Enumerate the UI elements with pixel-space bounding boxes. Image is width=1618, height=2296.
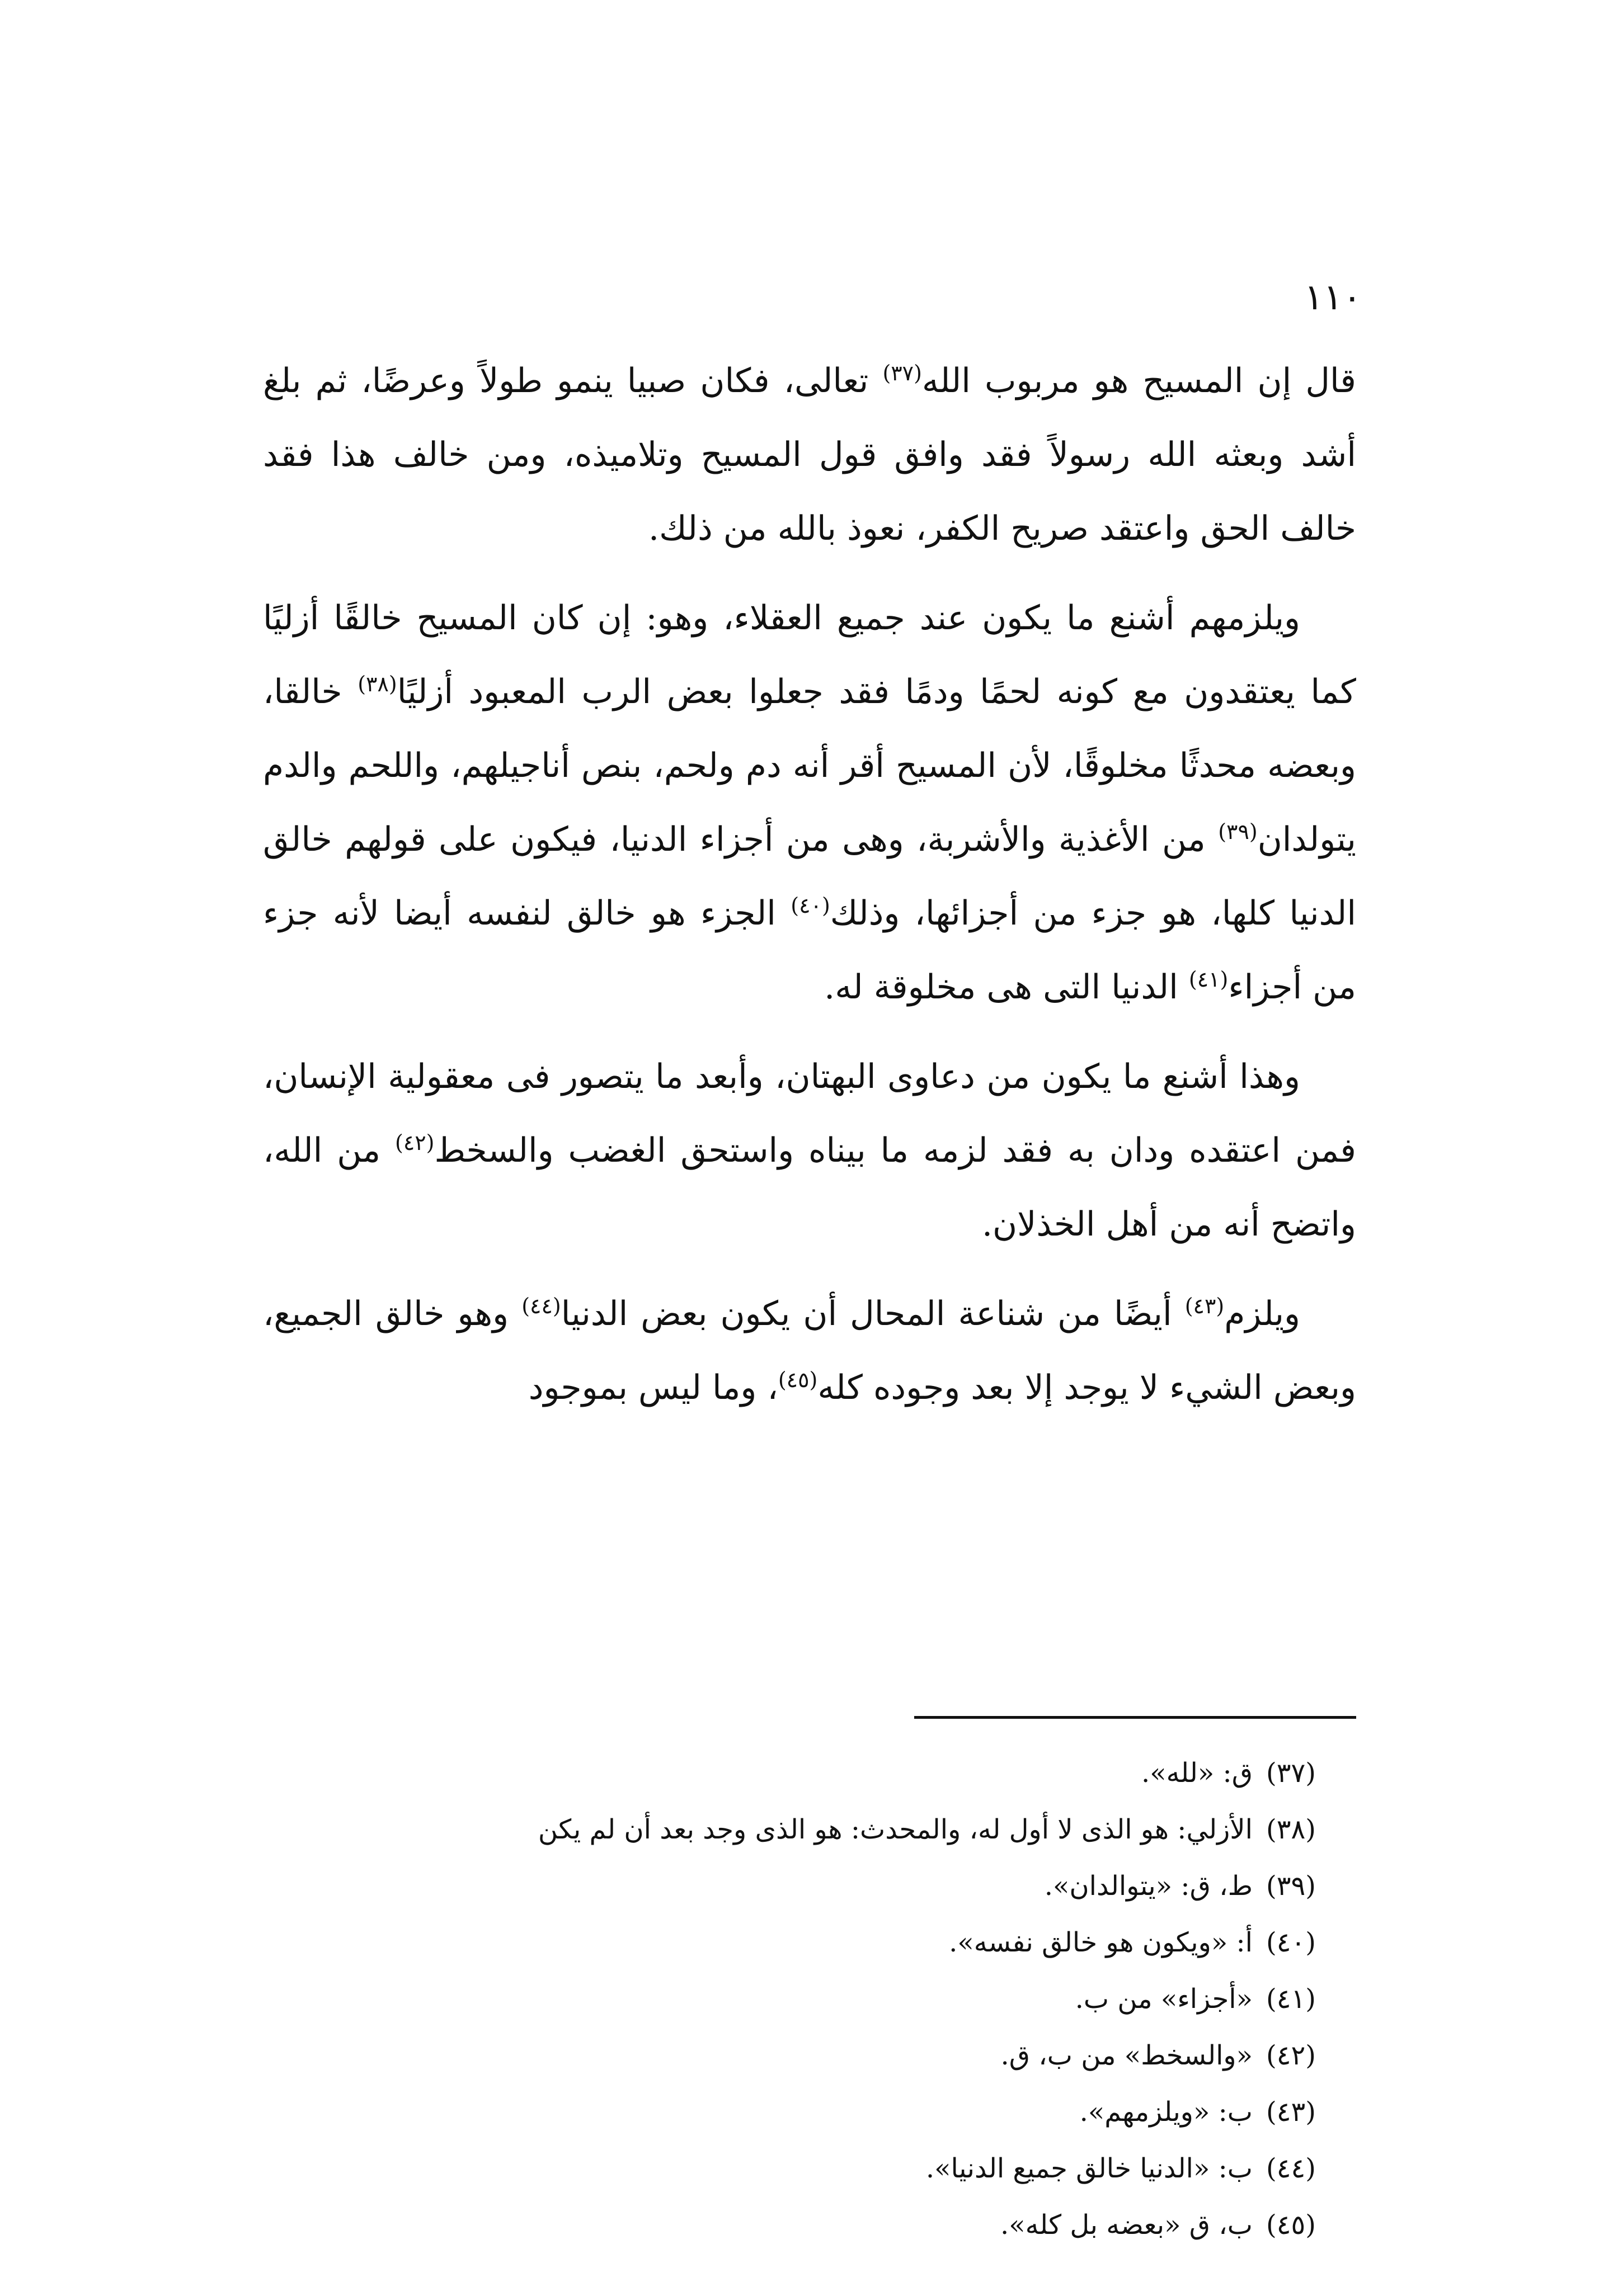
footnote-marker: (٣٨) xyxy=(358,672,397,696)
footnote-number: (٤٥) xyxy=(1266,2209,1316,2241)
paragraph xyxy=(263,1277,1356,1425)
footnote-number: (٤٢) xyxy=(1266,2040,1316,2071)
text-run: وهذا أشنع ما يكون من دعاوى البهتان، وأبعد ما يتصور فى معقولية الإنسان، فمن اعتقده ودان به فقد لزمه ما بيناه واستحق الغضب والسخط xyxy=(263,1057,1356,1170)
text-run: وهو خالق الجميع، وبعض الشيء لا يوجد إلا بعد وجوده كله xyxy=(263,1294,1356,1407)
footnote-divider xyxy=(914,1716,1356,1719)
text-run: قال إن المسيح هو مربوب الله xyxy=(921,361,1356,400)
footnote-text: ب: «الدنيا خالق جميع الدنيا». xyxy=(925,2153,1253,2184)
footnote-text: ق: «لله». xyxy=(1141,1757,1253,1789)
page-number: ١١٠ xyxy=(1304,277,1362,318)
footnote-item xyxy=(253,2084,1316,2141)
main-text xyxy=(263,344,1356,1440)
footnotes-list xyxy=(253,1745,1316,2253)
paragraph xyxy=(263,581,1356,1024)
footnote-number: (٤١) xyxy=(1266,1983,1316,2015)
footnote-number: (٤٠) xyxy=(1266,1927,1316,1958)
text-run: تعالى، فكان صبيا ينمو طولاً وعرضًا، ثم بلغ أشد وبعثه الله رسولاً فقد وافق قول المسيح وتلاميذه، ومن خالف هذا فقد خالف الحق واعتقد صريح الكفر، نعوذ بالله من ذلك. xyxy=(263,361,1356,548)
footnote-text: ب، ق «بعضه بل كله». xyxy=(1000,2209,1253,2241)
footnote-item xyxy=(253,1915,1316,1971)
footnote-item xyxy=(253,2028,1316,2084)
text-run: خالقا، وبعضه محدثًا مخلوقًا، لأن المسيح أقر أنه دم ولحم، بنص أناجيلهم، واللحم والدم يتولدان xyxy=(263,672,1356,859)
footnote-text: «والسخط» من ب، ق. xyxy=(1000,2040,1253,2071)
text-run: ويلزمهم أشنع ما يكون عند جميع العقلاء، وهو: إن كان المسيح خالقًا أزليًا كما يعتقدون مع كونه لحمًا ودمًا فقد جعلوا بعض الرب المعبود أزليًا xyxy=(263,598,1356,711)
text-run: ويلزم xyxy=(1224,1294,1300,1333)
footnote-number: (٤٣) xyxy=(1266,2096,1316,2128)
footnote-number: (٣٨) xyxy=(1266,1814,1316,1845)
text-run: الجزء هو خالق لنفسه أيضا لأنه جزء من أجزاء xyxy=(263,894,1356,1007)
footnote-item xyxy=(253,2197,1316,2253)
footnote-marker: (٤٠) xyxy=(791,893,830,918)
footnote-marker: (٤٣) xyxy=(1184,1294,1225,1318)
footnote-number: (٣٧) xyxy=(1266,1757,1316,1789)
text-run: ، وما ليس بموجود xyxy=(528,1368,778,1407)
footnote-marker: (٤١) xyxy=(1188,967,1229,992)
text-run: من الأغذية والأشربة، وهى من أجزاء الدنيا، فيكون على قولهم خالق الدنيا كلها، هو جزء من أجزائها، وذلك xyxy=(263,820,1356,933)
paragraph xyxy=(263,1040,1356,1261)
paragraph xyxy=(263,344,1356,565)
footnote-item xyxy=(253,1745,1316,1802)
footnote-marker: (٤٥) xyxy=(778,1368,818,1392)
footnote-marker: (٤٤) xyxy=(521,1294,561,1318)
text-run: الدنيا التى هى مخلوقة له. xyxy=(824,968,1189,1007)
footnote-item xyxy=(253,1858,1316,1915)
footnote-text: ط، ق: «يتوالدان». xyxy=(1044,1870,1253,1902)
footnote-text: أ: «ويكون هو خالق نفسه». xyxy=(949,1927,1253,1958)
text-run: أيضًا من شناعة المحال أن يكون بعض الدنيا xyxy=(561,1294,1185,1333)
footnote-item xyxy=(253,1971,1316,2028)
footnote-marker: (٤٢) xyxy=(395,1130,435,1155)
footnote-item xyxy=(253,1802,1316,1858)
footnote-marker: (٣٧) xyxy=(882,361,922,385)
footnote-text: الأزلي: هو الذى لا أول له، والمحدث: هو الذى وجد بعد أن لم يكن xyxy=(538,1814,1253,1845)
footnote-item xyxy=(253,2141,1316,2197)
footnote-text: «أجزاء» من ب. xyxy=(1075,1983,1253,2015)
footnote-text: ب: «ويلزمهم». xyxy=(1079,2096,1253,2128)
footnote-marker: (٣٩) xyxy=(1218,819,1258,844)
footnote-number: (٣٩) xyxy=(1266,1870,1316,1902)
footnote-number: (٤٤) xyxy=(1266,2153,1316,2184)
text-run: من الله، واتضح أنه من أهل الخذلان. xyxy=(263,1131,1356,1244)
